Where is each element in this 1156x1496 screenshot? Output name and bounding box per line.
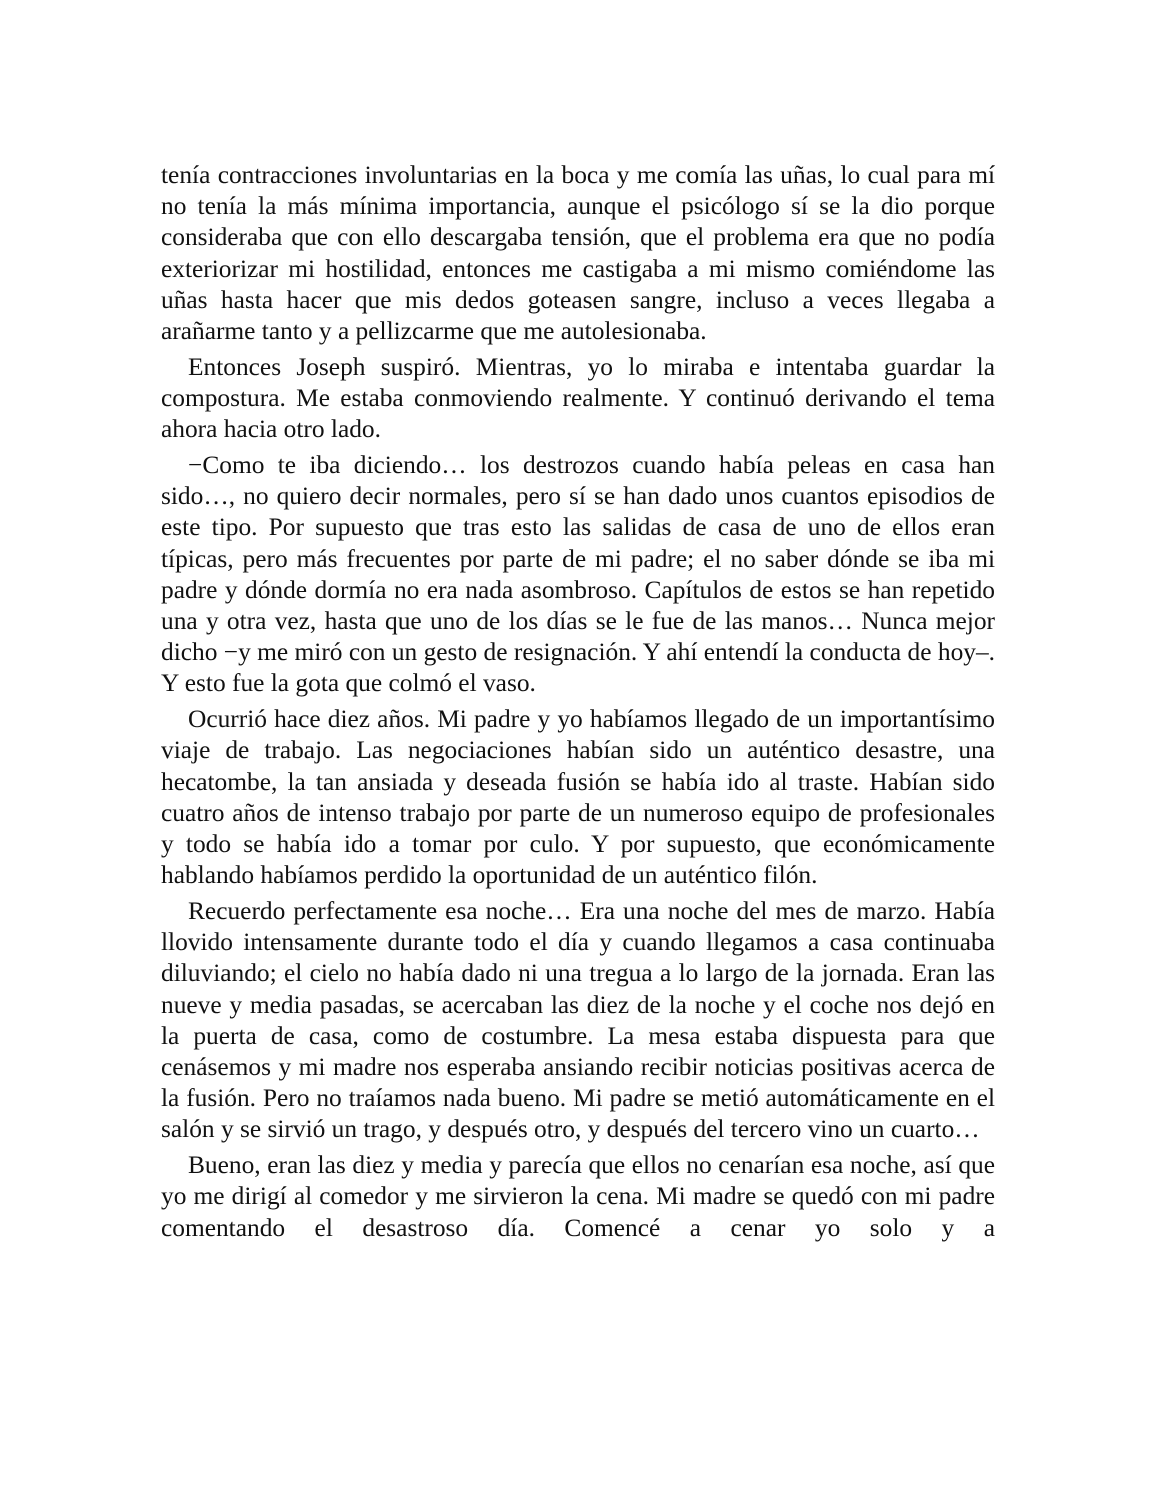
paragraph-2: Entonces Joseph suspiró. Mientras, yo lo miraba e intentaba guardar la compostura. Me estaba conmoviendo realmente. Y continuó derivando el tema ahora hacia otro lado. xyxy=(161,352,995,444)
paragraph-6: Bueno, eran las diez y media y parecía que ellos no cenarían esa noche, así que yo me dirigí al comedor y me sirvieron la cena. Mi madre se quedó con mi padre comentando el desastroso día. Comencé a cenar yo solo y a xyxy=(161,1151,995,1242)
page-text-block xyxy=(161,160,995,1244)
paragraph-1: tenía contracciones involuntarias en la boca y me comía las uñas, lo cual para mí no tenía la más mínima importancia, aunque el psicólogo sí se la dio porque consideraba que con ello descargaba tensión, que el problema era que no podía exteriorizar mi hostilidad, entonces me castigaba a mi mismo comiéndome las uñas hasta hacer que mis dedos goteasen sangre, incluso a veces llegaba a arañarme tanto y a pellizcarme que me autolesionaba. xyxy=(161,161,995,346)
paragraph-3: −Como te iba diciendo… los destrozos cuando había peleas en casa han sido…, no quiero decir normales, pero sí se han dado unos cuantos episodios de este tipo. Por supuesto que tras esto las salidas de casa de uno de ellos eran típicas, pero más frecuentes por parte de mi padre; el no saber dónde se iba mi padre y dónde dormía no era nada asombroso. Capítulos de estos se han repetido una y otra vez, hasta que uno de los días se le fue de las manos… Nunca mejor dicho −y me miró con un gesto de resignación. Y ahí entendí la conducta de hoy–. Y esto fue la gota que colmó el vaso. xyxy=(161,451,995,698)
paragraph-5: Recuerdo perfectamente esa noche… Era una noche del mes de marzo. Había llovido intensamente durante todo el día y cuando llegamos a casa continuaba diluviando; el cielo no había dado ni una tregua a lo largo de la jornada. Eran las nueve y media pasadas, se acercaban las diez de la noche y el coche nos dejó en la puerta de casa, como de costumbre. La mesa estaba dispuesta para que cenásemos y mi madre nos esperaba ansiando recibir noticias positivas acerca de la fusión. Pero no traíamos nada bueno. Mi padre se metió automáticamente en el salón y se sirvió un trago, y después otro, y después del tercero vino un cuarto… xyxy=(161,897,995,1144)
paragraph-4: Ocurrió hace diez años. Mi padre y yo habíamos llegado de un importantísimo viaje de trabajo. Las negociaciones habían sido un auténtico desastre, una hecatombe, la tan ansiada y deseada fusión se había ido al traste. Habían sido cuatro años de intenso trabajo por parte de un numeroso equipo de profesionales y todo se había ido a tomar por culo. Y por supuesto, que económicamente hablando habíamos perdido la oportunidad de un auténtico filón. xyxy=(161,705,995,890)
